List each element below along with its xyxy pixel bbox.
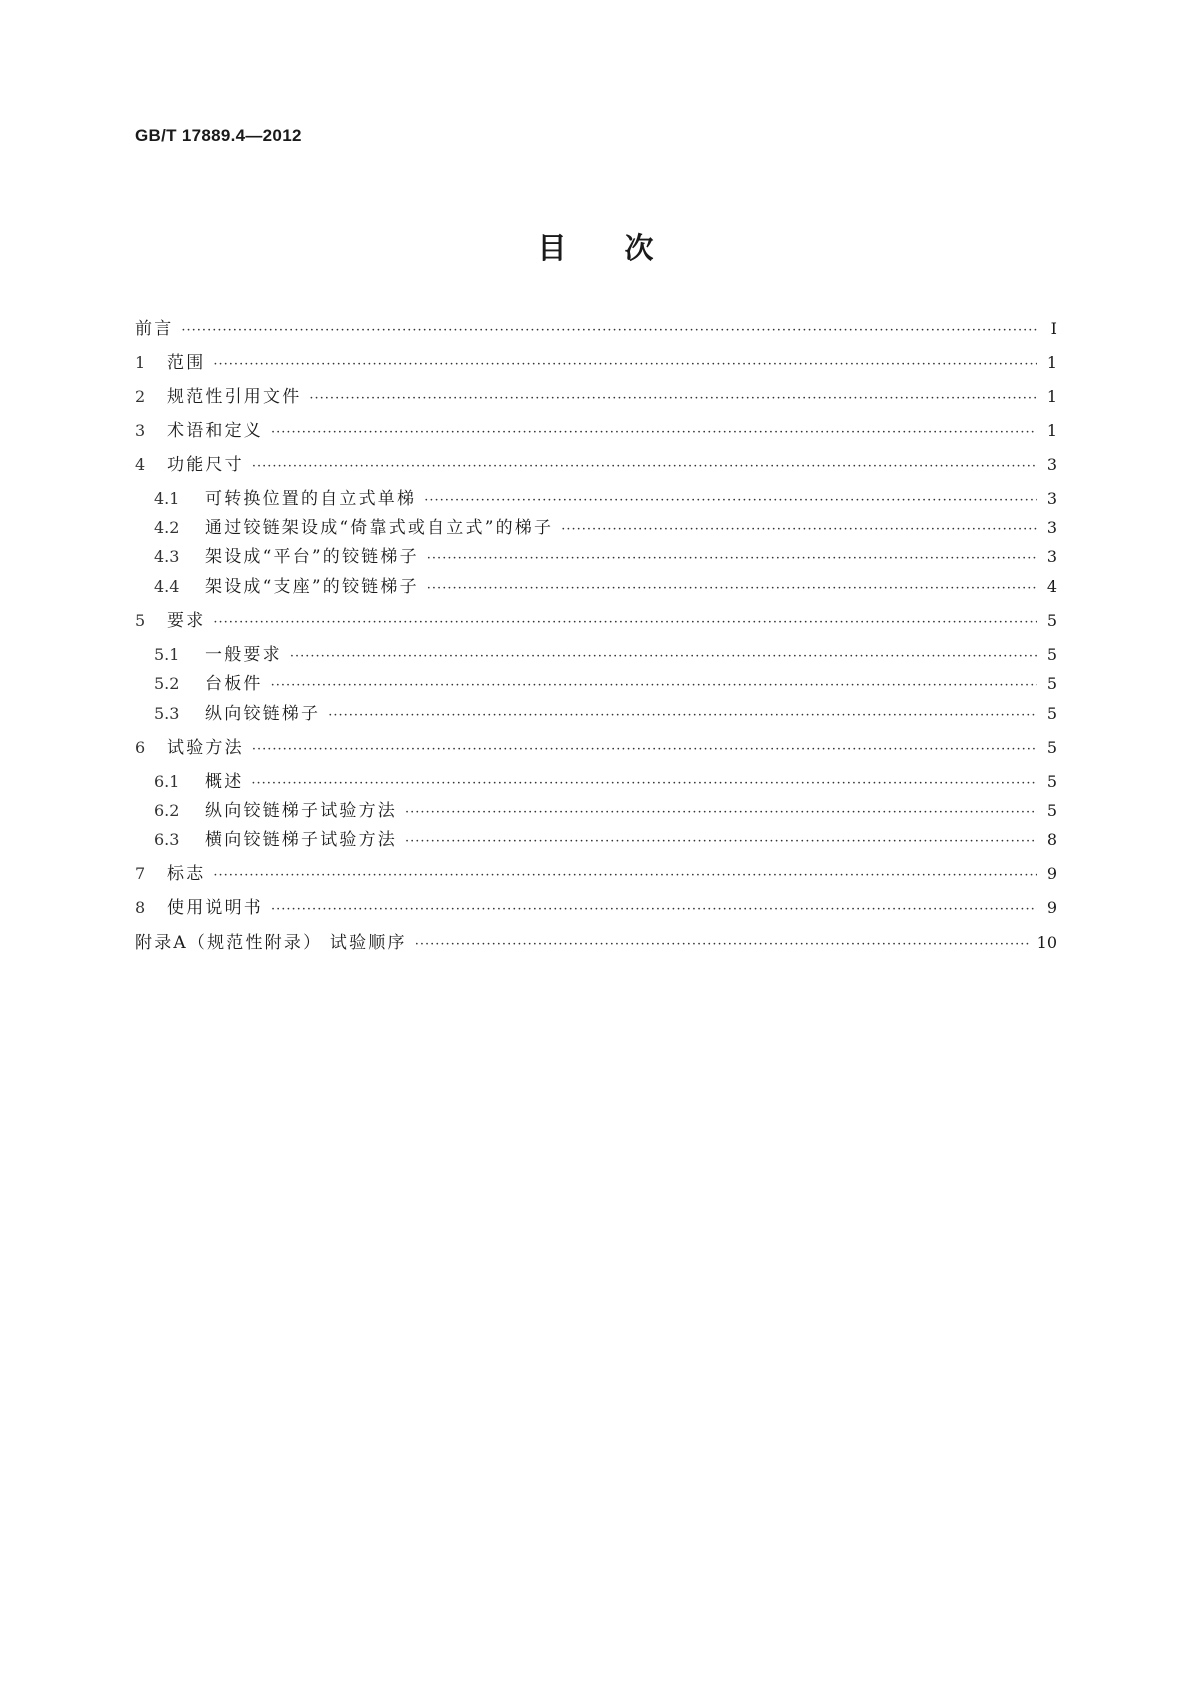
toc-entry-label: 可转换位置的自立式单梯 xyxy=(205,489,417,509)
toc-entry-page-number: 5 xyxy=(1046,738,1057,757)
toc-entry-label: 台板件 xyxy=(205,674,263,694)
toc-entry-label: 架设成“平台”的铰链梯子 xyxy=(205,547,419,567)
toc-entry-number: 5.3 xyxy=(154,704,180,723)
toc-entry-label: 前言 xyxy=(135,319,174,339)
toc-entry-label: 一般要求 xyxy=(205,645,282,665)
toc-entry-number: 4 xyxy=(135,455,146,474)
toc-entry-label: 范围 xyxy=(167,353,206,373)
toc-entry-number: 6.1 xyxy=(154,772,180,791)
toc-entry-number: 8 xyxy=(135,898,146,917)
toc-entry-number: 1 xyxy=(135,353,146,372)
toc-entry-label: 术语和定义 xyxy=(167,421,263,441)
toc-entry[interactable] xyxy=(154,828,1057,852)
dot-leader xyxy=(213,611,1037,635)
dot-leader xyxy=(309,387,1037,411)
toc-entry-number: 5.2 xyxy=(154,674,180,693)
toc-entry[interactable] xyxy=(135,931,1057,955)
dot-leader xyxy=(328,704,1037,728)
toc-entry[interactable] xyxy=(135,896,1057,920)
toc-entry-label: 架设成“支座”的铰链梯子 xyxy=(205,577,419,597)
toc-entry-label: 标志 xyxy=(167,864,206,884)
toc-entry-label: 横向铰链梯子试验方法 xyxy=(205,830,397,850)
toc-entry-page-number: 3 xyxy=(1046,489,1057,508)
toc-title: 目次 xyxy=(537,231,712,265)
dot-leader xyxy=(290,645,1037,669)
dot-leader xyxy=(252,455,1037,479)
toc-entry-label: 使用说明书 xyxy=(167,898,263,918)
toc-entry-page-number: 3 xyxy=(1046,518,1057,537)
toc-entry-number: 2 xyxy=(135,387,146,406)
toc-entry-label: 纵向铰链梯子 xyxy=(205,704,321,724)
toc-entry-page-number: 3 xyxy=(1046,547,1057,566)
toc-entry[interactable] xyxy=(154,702,1057,726)
toc-entry[interactable] xyxy=(154,799,1057,823)
toc-entry-page-number: 5 xyxy=(1046,611,1057,630)
toc-entry-number: 6 xyxy=(135,738,146,757)
toc-entry[interactable] xyxy=(154,516,1057,540)
dot-leader xyxy=(252,738,1037,762)
dot-leader xyxy=(405,830,1037,854)
toc-entry-page-number: 9 xyxy=(1046,864,1057,883)
toc-entry[interactable] xyxy=(154,487,1057,511)
dot-leader xyxy=(427,577,1037,601)
dot-leader xyxy=(424,489,1037,513)
toc-entry-page-number: 9 xyxy=(1046,898,1057,917)
toc-entry[interactable] xyxy=(154,575,1057,599)
toc-entry[interactable] xyxy=(135,351,1057,375)
toc-entry-number: 4.4 xyxy=(154,577,180,596)
toc-entry-page-number: 8 xyxy=(1046,830,1057,849)
toc-entry-number: 6.3 xyxy=(154,830,180,849)
toc-entry-number: 7 xyxy=(135,864,146,883)
dot-leader xyxy=(405,801,1037,825)
toc-entry-page-number: 1 xyxy=(1046,353,1057,372)
toc-entry[interactable] xyxy=(135,317,1057,341)
dot-leader xyxy=(251,772,1037,796)
toc-entry-number: 4.3 xyxy=(154,547,180,566)
dot-leader xyxy=(213,864,1037,888)
toc-entry-page-number: 3 xyxy=(1046,455,1057,474)
toc-entry-page-number: 1 xyxy=(1046,421,1057,440)
toc-entry[interactable] xyxy=(135,736,1057,760)
toc-entry-page-number: 5 xyxy=(1046,772,1057,791)
toc-entry[interactable] xyxy=(154,545,1057,569)
toc-entry-page-number: 10 xyxy=(1036,933,1057,952)
toc-entry-number: 4.1 xyxy=(154,489,180,508)
toc-entry[interactable] xyxy=(135,453,1057,477)
dot-leader xyxy=(561,518,1037,542)
toc-entry[interactable] xyxy=(135,609,1057,633)
toc-entry-label: 规范性引用文件 xyxy=(167,387,302,407)
toc-entry-label: 纵向铰链梯子试验方法 xyxy=(205,801,397,821)
toc-entry[interactable] xyxy=(135,419,1057,443)
standard-code: GB/T 17889.4—2012 xyxy=(135,126,302,145)
toc-entry-number: 5 xyxy=(135,611,146,630)
toc-entry-page-number: 4 xyxy=(1046,577,1057,596)
toc-entry-label: 试验方法 xyxy=(167,738,244,758)
toc-entry-label: 功能尺寸 xyxy=(167,455,244,475)
toc-entry-label: 通过铰链架设成“倚靠式或自立式”的梯子 xyxy=(205,518,554,538)
toc-entry-number: 4.2 xyxy=(154,518,180,537)
dot-leader xyxy=(271,674,1037,698)
dot-leader xyxy=(427,547,1037,571)
toc-entry[interactable] xyxy=(154,770,1057,794)
toc-entry-page-number: 5 xyxy=(1046,674,1057,693)
toc-entry-label: 要求 xyxy=(167,611,206,631)
dot-leader xyxy=(181,319,1037,343)
dot-leader xyxy=(213,353,1037,377)
toc-entry[interactable] xyxy=(135,862,1057,886)
toc-entry-page-number: 1 xyxy=(1046,387,1057,406)
toc-entry[interactable] xyxy=(154,672,1057,696)
toc-entry-page-number: 5 xyxy=(1046,645,1057,664)
toc-entry-page-number: 5 xyxy=(1046,704,1057,723)
dot-leader xyxy=(415,933,1031,957)
toc-entry-number: 5.1 xyxy=(154,645,180,664)
toc-entry[interactable] xyxy=(135,385,1057,409)
dot-leader xyxy=(271,421,1037,445)
toc-entry[interactable] xyxy=(154,643,1057,667)
toc-entry-label: 附录A（规范性附录） 试验顺序 xyxy=(135,933,407,953)
dot-leader xyxy=(271,898,1037,922)
toc-entry-page-number: Ⅰ xyxy=(1050,319,1057,338)
toc-entry-number: 3 xyxy=(135,421,146,440)
toc-entry-number: 6.2 xyxy=(154,801,180,820)
toc-entry-page-number: 5 xyxy=(1046,801,1057,820)
toc-entry-label: 概述 xyxy=(205,772,244,792)
